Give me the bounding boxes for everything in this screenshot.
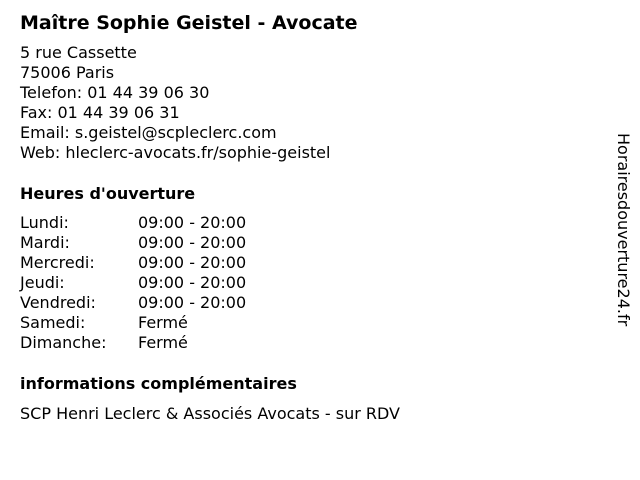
page-title: Maître Sophie Geistel - Avocate — [20, 12, 358, 34]
hours-table — [20, 213, 320, 353]
hours-value: 09:00 - 20:00 — [138, 213, 247, 232]
phone-number[interactable]: Telefon: 01 44 39 06 30 — [20, 83, 210, 102]
hours-row — [20, 313, 320, 333]
hours-value: Fermé — [138, 333, 188, 352]
hours-value: 09:00 - 20:00 — [138, 273, 247, 292]
info-text: SCP Henri Leclerc & Associés Avocats - sur RDV — [20, 404, 400, 423]
info-heading: informations complémentaires — [20, 374, 297, 393]
day-label: Samedi: — [20, 313, 86, 332]
day-label: Jeudi: — [20, 273, 65, 292]
hours-row — [20, 233, 320, 253]
hours-value: 09:00 - 20:00 — [138, 293, 247, 312]
day-label: Dimanche: — [20, 333, 107, 352]
hours-row — [20, 333, 320, 353]
hours-value: Fermé — [138, 313, 188, 332]
day-label: Lundi: — [20, 213, 69, 232]
hours-heading: Heures d'ouverture — [20, 184, 196, 203]
hours-row — [20, 293, 320, 313]
day-label: Mardi: — [20, 233, 70, 252]
hours-row — [20, 273, 320, 293]
day-label: Vendredi: — [20, 293, 96, 312]
day-label: Mercredi: — [20, 253, 95, 272]
contact-block — [20, 43, 330, 163]
hours-row — [20, 213, 320, 233]
hours-value: 09:00 - 20:00 — [138, 233, 247, 252]
address-city: 75006 Paris — [20, 63, 115, 82]
hours-value: 09:00 - 20:00 — [138, 253, 247, 272]
website-link[interactable]: Web: hleclerc-avocats.fr/sophie-geistel — [20, 143, 331, 162]
watermark-text: Horairesdouverture24.fr — [614, 133, 633, 327]
fax-number: Fax: 01 44 39 06 31 — [20, 103, 180, 122]
hours-row — [20, 253, 320, 273]
address-street: 5 rue Cassette — [20, 43, 137, 62]
email-address[interactable]: Email: s.geistel@scpleclerc.com — [20, 123, 277, 142]
